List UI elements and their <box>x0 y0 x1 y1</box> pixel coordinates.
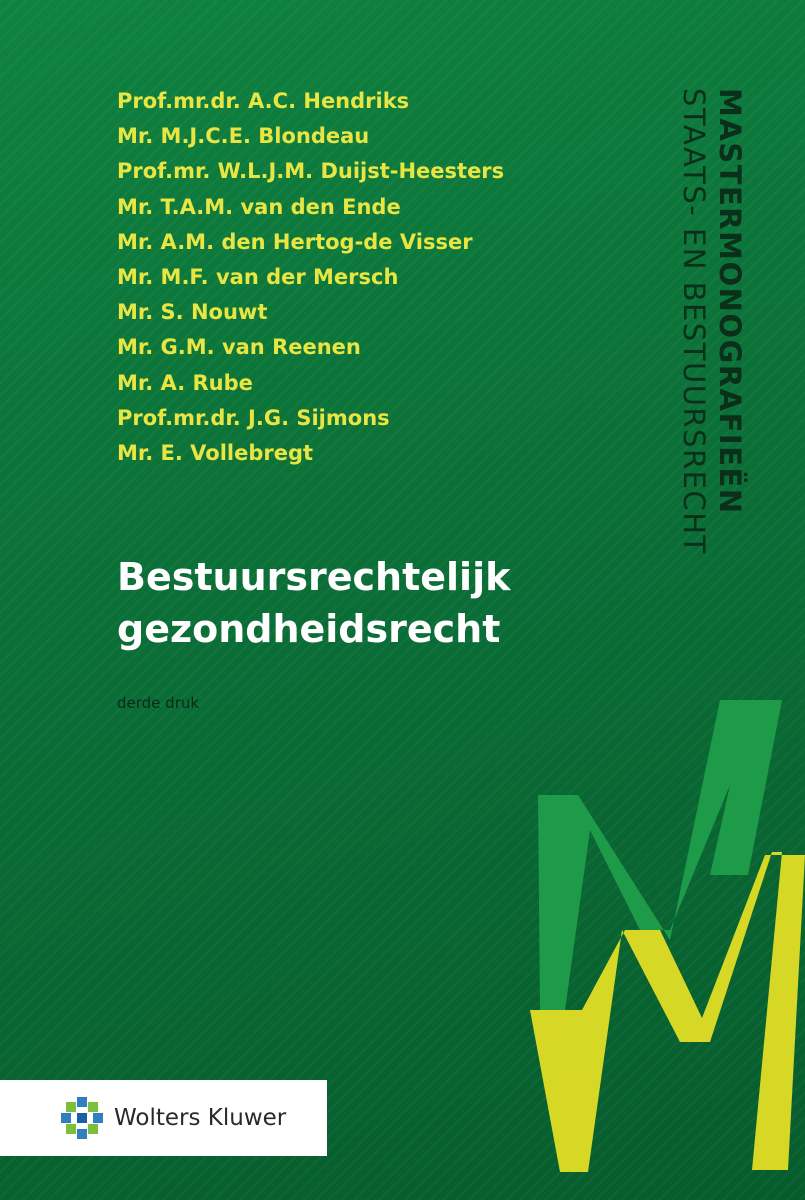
author-name: Mr. E. Vollebregt <box>117 441 314 466</box>
author-name: Mr. S. Nouwt <box>117 300 268 325</box>
publisher-name: Wolters Kluwer <box>114 1105 287 1131</box>
author-name: Mr. A. Rube <box>117 370 253 395</box>
author-name: Mr. M.J.C.E. Blondeau <box>117 124 370 149</box>
book-title <box>117 551 510 655</box>
author-name: Prof.mr. W.L.J.M. Duijst-Heesters <box>117 159 505 184</box>
publisher-logo-box <box>0 1080 327 1156</box>
author-name: Prof.mr.dr. A.C. Hendriks <box>117 89 410 113</box>
author-name: Prof.mr.dr. J.G. Sijmons <box>117 405 390 430</box>
author-name: Mr. G.M. van Reenen <box>117 335 361 360</box>
author-list <box>117 84 504 471</box>
series-title-line: MASTERMONOGRAFIEËN <box>713 88 747 515</box>
wolters-kluwer-logo-icon <box>60 1096 104 1140</box>
book-title-line: Bestuursrechtelijk <box>117 555 511 599</box>
series-subtitle-line: STAATS- EN BESTUURSRECHT <box>677 88 711 555</box>
author-name: Mr. T.A.M. van den Ende <box>117 194 401 219</box>
book-title-line: gezondheidsrecht <box>117 607 501 651</box>
mm-monogram-logo <box>520 680 805 1200</box>
edition-label: derde druk <box>117 694 200 712</box>
author-name: Mr. M.F. van der Mersch <box>117 265 399 290</box>
author-name: Mr. A.M. den Hertog-de Visser <box>117 229 473 254</box>
series-title <box>676 88 748 555</box>
